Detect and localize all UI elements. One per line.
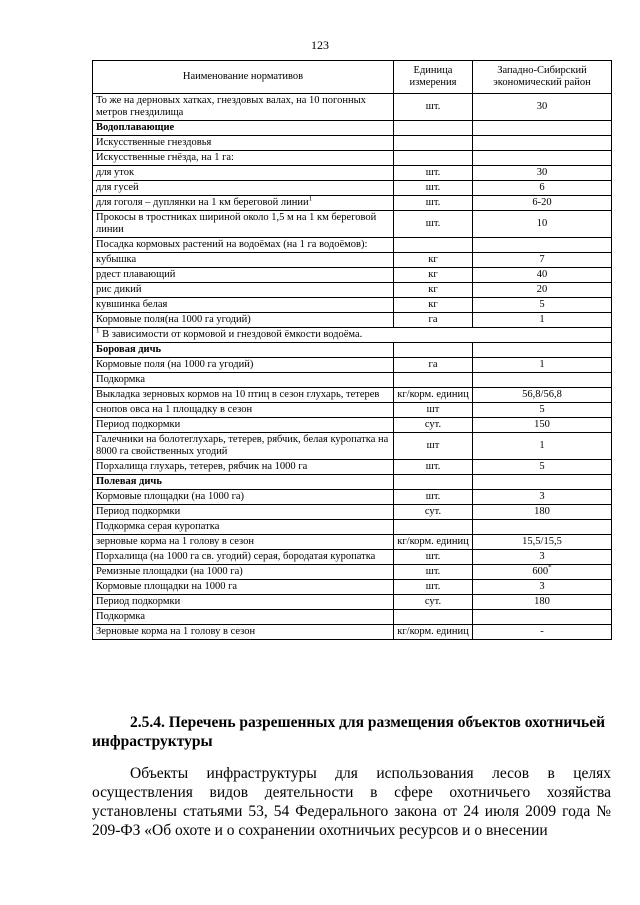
- norm-name-cell: [93, 151, 394, 166]
- header-region: Западно-Сибирский экономический район: [473, 61, 612, 94]
- table-row: [93, 211, 612, 238]
- unit-cell: шт: [394, 433, 473, 460]
- table-row: [93, 268, 612, 283]
- header-name: Наименование нормативов: [93, 61, 394, 94]
- value-cell: [473, 580, 612, 595]
- norm-name-cell: [93, 181, 394, 196]
- unit-cell: шт.: [394, 460, 473, 475]
- value-text: 3: [539, 581, 545, 592]
- norm-name: Кормовые поля (на 1000 га угодий): [96, 359, 254, 370]
- value-cell: [473, 388, 612, 403]
- value-cell: [473, 490, 612, 505]
- unit-cell: шт.: [394, 550, 473, 565]
- table-row: [93, 595, 612, 610]
- norm-name: для уток: [96, 167, 135, 178]
- table-section-row: [93, 121, 612, 136]
- table-row: [93, 535, 612, 550]
- table-section-row: [93, 475, 612, 490]
- table-row: [93, 460, 612, 475]
- unit-cell: [394, 475, 473, 490]
- value-cell: [473, 211, 612, 238]
- table-row: [93, 565, 612, 580]
- norm-name: Подкормка: [96, 374, 146, 385]
- table-row: [93, 520, 612, 535]
- value-cell: [473, 166, 612, 181]
- value-cell: [473, 460, 612, 475]
- table-row: [93, 298, 612, 313]
- unit-cell: шт: [394, 403, 473, 418]
- norm-name-cell: [93, 166, 394, 181]
- value-cell: [473, 151, 612, 166]
- unit-cell: кг/корм. единиц: [394, 625, 473, 640]
- value-text: 15,5/15,5: [522, 536, 562, 547]
- section-heading: 2.5.4. Перечень разрешенных для размещения объектов охотничьей инфраструктуры: [92, 714, 606, 750]
- unit-cell: шт.: [394, 580, 473, 595]
- unit-cell: кг: [394, 253, 473, 268]
- norm-name-cell: [93, 460, 394, 475]
- value-text: 180: [534, 596, 550, 607]
- value-cell: [473, 238, 612, 253]
- norm-name: Галечники на болотеглухарь, тетерев, рябчик, белая куропатка на 8000 га свойственных угодий: [96, 434, 389, 457]
- value-cell: [473, 298, 612, 313]
- body-paragraph: Объекты инфраструктуры для использования лесов в целях осуществления видов деятельности в сфере охотничьего хозяйства установлены статьями 53, 54 Федерального закона от 24 июля 2009 года № 209-ФЗ «Об охоте и о сохранении охотничьих ресурсов и о внесении: [92, 765, 611, 839]
- norm-name-cell: [93, 313, 394, 328]
- norm-name-cell: [93, 550, 394, 565]
- norm-name: Порхалища глухарь, тетерев, рябчик на 1000 га: [96, 461, 308, 472]
- value-text: 30: [536, 101, 548, 112]
- table-row: [93, 403, 612, 418]
- page-number: 123: [311, 38, 329, 52]
- value-text: 3: [539, 491, 545, 502]
- unit-cell: шт.: [394, 490, 473, 505]
- value-cell: [473, 595, 612, 610]
- value-text: 1: [539, 440, 545, 451]
- table-row: [93, 313, 612, 328]
- norm-name: для гоголя – дуплянки на 1 км береговой линии: [96, 197, 309, 208]
- norm-name: Искусственные гнёзда, на 1 га:: [96, 152, 234, 163]
- value-cell: [473, 565, 612, 580]
- value-text: 10: [536, 218, 548, 229]
- table-row: [93, 373, 612, 388]
- unit-cell: [394, 151, 473, 166]
- norm-name: Зерновые корма на 1 голову в сезон: [96, 626, 256, 637]
- norm-name: Ремизные площадки (на 1000 га): [96, 566, 243, 577]
- table-row: [93, 283, 612, 298]
- norm-name: рис дикий: [96, 284, 142, 295]
- value-cell: [473, 373, 612, 388]
- value-text: 20: [536, 284, 548, 295]
- value-text: 5: [539, 461, 545, 472]
- unit-cell: [394, 610, 473, 625]
- norm-name: Боровая дичь: [96, 344, 162, 355]
- norm-name: кувшинка белая: [96, 299, 168, 310]
- value-cell: [473, 520, 612, 535]
- unit-cell: шт.: [394, 196, 473, 211]
- unit-cell: [394, 520, 473, 535]
- table-row: [93, 181, 612, 196]
- unit-cell: кг: [394, 283, 473, 298]
- value-text: 6-20: [532, 197, 552, 208]
- norm-name: кубышка: [96, 254, 137, 265]
- table-row: [93, 418, 612, 433]
- unit-cell: шт.: [394, 94, 473, 121]
- value-cell: [473, 535, 612, 550]
- table-row: [93, 136, 612, 151]
- value-text: 150: [534, 419, 550, 430]
- value-cell: [473, 343, 612, 358]
- table-row: [93, 625, 612, 640]
- table-row: [93, 610, 612, 625]
- value-text: 30: [536, 167, 548, 178]
- norm-name: Период подкормки: [96, 506, 181, 517]
- value-text: 1: [539, 359, 545, 370]
- norm-name-cell: [93, 121, 394, 136]
- unit-cell: шт.: [394, 211, 473, 238]
- norm-name: Водоплавающие: [96, 122, 175, 133]
- value-text: 600: [532, 566, 549, 577]
- norm-name-cell: [93, 610, 394, 625]
- unit-cell: сут.: [394, 595, 473, 610]
- value-text: 40: [536, 269, 548, 280]
- value-cell: [473, 625, 612, 640]
- unit-cell: га: [394, 358, 473, 373]
- norm-name-cell: [93, 475, 394, 490]
- value-text: 1: [539, 314, 545, 325]
- table-row: [93, 94, 612, 121]
- value-cell: [473, 433, 612, 460]
- unit-cell: [394, 121, 473, 136]
- norm-name: Искусственные гнездовья: [96, 137, 212, 148]
- value-text: 56,8/56,8: [522, 389, 562, 400]
- norm-name-cell: [93, 268, 394, 283]
- norm-name-cell: [93, 94, 394, 121]
- norm-name-cell: [93, 580, 394, 595]
- norm-name-cell: [93, 433, 394, 460]
- value-text: 5: [539, 404, 545, 415]
- table-row: [93, 433, 612, 460]
- value-cell: [473, 313, 612, 328]
- value-cell: [473, 181, 612, 196]
- norm-name-cell: [93, 418, 394, 433]
- unit-cell: сут.: [394, 418, 473, 433]
- norm-name-cell: [93, 298, 394, 313]
- value-text: 7: [539, 254, 545, 265]
- norm-name-cell: [93, 373, 394, 388]
- norm-name: Посадка кормовых растений на водоёмах (на 1 га водоёмов):: [96, 239, 368, 250]
- footnote-ref: 1: [308, 194, 313, 203]
- unit-cell: га: [394, 313, 473, 328]
- norm-name: Период подкормки: [96, 419, 181, 430]
- table-row: [93, 196, 612, 211]
- norm-name: Кормовые площадки (на 1000 га): [96, 491, 245, 502]
- unit-cell: кг: [394, 268, 473, 283]
- footnote-text: В зависимости от кормовой и гнездовой ёмкости водоёма.: [99, 329, 363, 340]
- norm-name: зерновые корма на 1 голову в сезон: [96, 536, 255, 547]
- unit-cell: [394, 238, 473, 253]
- norm-name: Прокосы в тростниках шириной около 1,5 м на 1 км береговой линии: [96, 212, 377, 235]
- norm-name: Подкормка серая куропатка: [96, 521, 220, 532]
- norm-name: Полевая дичь: [96, 476, 162, 487]
- norm-name-cell: [93, 403, 394, 418]
- unit-cell: шт.: [394, 181, 473, 196]
- norm-name-cell: [93, 196, 394, 211]
- norm-name: для гусей: [96, 182, 139, 193]
- value-note-marker: *: [548, 563, 552, 572]
- value-cell: [473, 253, 612, 268]
- norm-name-cell: [93, 520, 394, 535]
- norm-name-cell: [93, 136, 394, 151]
- value-cell: [473, 94, 612, 121]
- table-row: [93, 358, 612, 373]
- norm-name: Период подкормки: [96, 596, 181, 607]
- unit-cell: [394, 343, 473, 358]
- value-cell: [473, 418, 612, 433]
- unit-cell: [394, 136, 473, 151]
- value-cell: [473, 121, 612, 136]
- norm-name-cell: [93, 283, 394, 298]
- table-row: [93, 388, 612, 403]
- unit-cell: сут.: [394, 505, 473, 520]
- table-section-row: [93, 343, 612, 358]
- norm-name-cell: [93, 490, 394, 505]
- unit-cell: [394, 373, 473, 388]
- norm-name-cell: [93, 388, 394, 403]
- norm-name: Кормовые площадки на 1000 га: [96, 581, 238, 592]
- norm-name: Порхалища (на 1000 га св. угодий) серая, бородатая куропатка: [96, 551, 376, 562]
- norm-name-cell: [93, 343, 394, 358]
- value-cell: [473, 283, 612, 298]
- norm-name-cell: [93, 253, 394, 268]
- table-row: [93, 238, 612, 253]
- value-text: -: [540, 626, 544, 637]
- value-text: 5: [539, 299, 545, 310]
- value-cell: [473, 403, 612, 418]
- table-footnote-row: [93, 328, 612, 343]
- norm-name-cell: [93, 358, 394, 373]
- value-cell: [473, 610, 612, 625]
- norm-name-cell: [93, 238, 394, 253]
- norm-name: рдест плавающий: [96, 269, 176, 280]
- unit-cell: кг: [394, 298, 473, 313]
- unit-cell: кг/корм. единиц: [394, 535, 473, 550]
- norm-name: Кормовые поля(на 1000 га угодий): [96, 314, 251, 325]
- unit-cell: шт.: [394, 166, 473, 181]
- table-row: [93, 151, 612, 166]
- norm-name: снопов овса на 1 площадку в сезон: [96, 404, 253, 415]
- table-row: [93, 166, 612, 181]
- norm-name-cell: [93, 595, 394, 610]
- value-text: 180: [534, 506, 550, 517]
- value-cell: [473, 550, 612, 565]
- table-row: [93, 253, 612, 268]
- norm-name: Выкладка зерновых кормов на 10 птиц в сезон глухарь, тетерев: [96, 389, 380, 400]
- norm-name-cell: [93, 535, 394, 550]
- value-cell: [473, 505, 612, 520]
- header-unit: Единица измерения: [394, 61, 473, 94]
- value-cell: [473, 358, 612, 373]
- table-row: [93, 505, 612, 520]
- table-row: [93, 550, 612, 565]
- table-row: [93, 580, 612, 595]
- table-header-row: [93, 61, 612, 94]
- norm-name: То же на дерновых хатках, гнездовых валах, на 10 погонных метров гнездилища: [96, 95, 366, 118]
- value-cell: [473, 475, 612, 490]
- value-text: 3: [539, 551, 545, 562]
- norm-name: Подкормка: [96, 611, 146, 622]
- footnote-cell: [93, 328, 612, 343]
- norms-table: [92, 60, 612, 640]
- norm-name-cell: [93, 211, 394, 238]
- footnote-marker: 1: [96, 326, 100, 335]
- value-cell: [473, 196, 612, 211]
- table-row: [93, 490, 612, 505]
- value-text: 6: [539, 182, 545, 193]
- norm-name-cell: [93, 505, 394, 520]
- unit-cell: шт.: [394, 565, 473, 580]
- value-cell: [473, 136, 612, 151]
- unit-cell: кг/корм. единиц: [394, 388, 473, 403]
- norm-name-cell: [93, 625, 394, 640]
- value-cell: [473, 268, 612, 283]
- norm-name-cell: [93, 565, 394, 580]
